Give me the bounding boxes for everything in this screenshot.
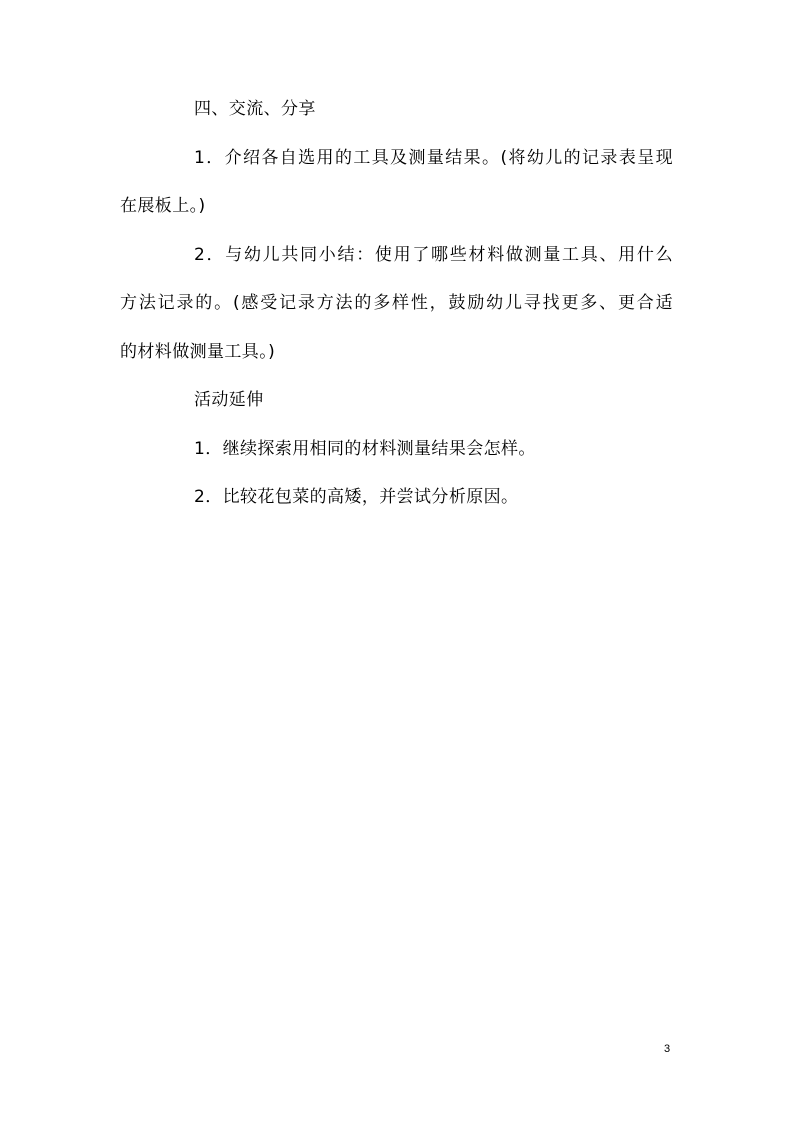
paragraph-line: 2．与幼儿共同小结：使用了哪些材料做测量工具、用什么: [194, 245, 673, 265]
paragraph-line: 方法记录的。(感受记录方法的多样性，鼓励幼儿寻找更多、更合适: [120, 293, 673, 313]
section-heading: 四、交流、分享: [194, 99, 316, 119]
paragraph-line: 的材料做测量工具。): [120, 342, 276, 362]
paragraph-line: 在展板上。): [120, 196, 206, 216]
paragraph-line: 1．介绍各自选用的工具及测量结果。(将幼儿的记录表呈现: [194, 148, 673, 168]
extension-heading: 活动延伸: [194, 390, 264, 410]
extension-item: 2．比较花包菜的高矮，并尝试分析原因。: [194, 487, 519, 507]
page-number: 3: [664, 1043, 671, 1055]
extension-item: 1．继续探索用相同的材料测量结果会怎样。: [194, 439, 536, 459]
